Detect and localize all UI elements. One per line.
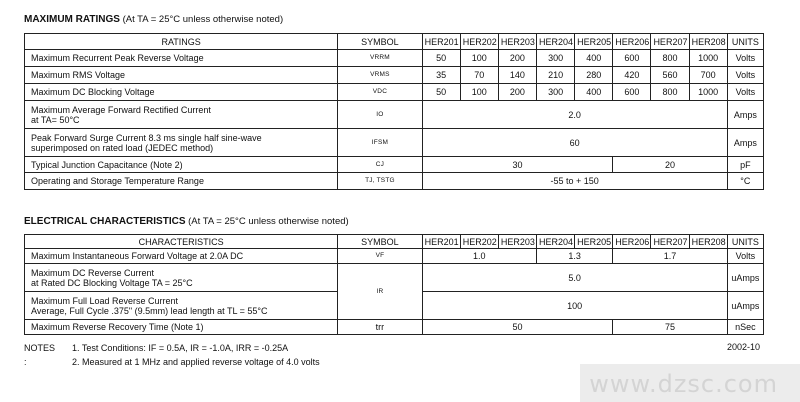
header-her202: HER202 [460,235,498,249]
unit-cell: °C [727,173,763,190]
row-label: Maximum RMS Voltage [25,67,338,84]
value-cell: 600 [613,50,651,67]
table-row [25,67,764,84]
row-label [25,264,338,292]
row-symbol: VDC [338,84,422,101]
table-row [25,50,764,67]
row-symbol: CJ [338,157,422,173]
header-her206: HER206 [613,235,651,249]
header-her202: HER202 [460,34,498,50]
row-symbol: IFSM [338,129,422,157]
watermark-text: www.dzsc.com [589,370,778,398]
unit-cell: Volts [727,84,763,101]
value-cell: 75 [613,320,727,335]
value-cell: 100 [460,84,498,101]
row-label-line1: Maximum Full Load Reverse Current [31,295,179,306]
row-label: Maximum DC Blocking Voltage [25,84,338,101]
value-cell: 1000 [689,84,727,101]
row-symbol: trr [338,320,422,335]
value-cell: 5.0 [422,264,727,292]
value-cell: 100 [460,50,498,67]
note-item: 2. Measured at 1 MHz and applied reverse voltage of 4.0 volts [72,357,320,367]
value-cell: 50 [422,50,460,67]
header-her207: HER207 [651,235,689,249]
table-row [25,249,764,264]
unit-cell: Volts [727,50,763,67]
value-cell: 800 [651,84,689,101]
header-her205: HER205 [575,34,613,50]
unit-cell: nSec [727,320,763,335]
row-symbol: VRMS [338,67,422,84]
row-symbol: TJ, TSTG [338,173,422,190]
unit-cell: Volts [727,67,763,84]
row-label: Typical Junction Capacitance (Note 2) [25,157,338,173]
row-label [25,292,338,320]
max-ratings-table [24,33,764,190]
value-cell: 280 [575,67,613,84]
header-characteristics: CHARACTERISTICS [25,235,338,249]
value-cell: 50 [422,320,613,335]
table-row [25,157,764,173]
unit-cell: Volts [727,249,763,264]
header-her201: HER201 [422,34,460,50]
value-cell: 400 [575,84,613,101]
electrical-title: ELECTRICAL CHARACTERISTICS [24,216,186,227]
header-her203: HER203 [498,235,536,249]
value-cell: 2.0 [422,101,727,129]
table-row [25,101,764,129]
row-label: Maximum Reverse Recovery Time (Note 1) [25,320,338,335]
electrical-heading [24,216,349,227]
row-label [25,129,338,157]
header-her205: HER205 [575,235,613,249]
row-label-line1: Peak Forward Surge Current 8.3 ms single half sine-wave [31,132,262,143]
header-her203: HER203 [498,34,536,50]
value-cell: 300 [537,84,575,101]
header-symbol: SYMBOL [338,235,422,249]
header-her201: HER201 [422,235,460,249]
unit-cell: pF [727,157,763,173]
unit-cell: Amps [727,129,763,157]
row-symbol: VRRM [338,50,422,67]
table-row [25,84,764,101]
row-label-line2: at TA= 50°C [31,114,80,125]
row-symbol: IR [338,264,422,320]
row-label-line1: Maximum Average Forward Rectified Current [31,104,211,115]
table-row [25,173,764,190]
header-her208: HER208 [689,235,727,249]
value-cell: 210 [537,67,575,84]
row-label: Operating and Storage Temperature Range [25,173,338,190]
row-label [25,101,338,129]
header-her207: HER207 [651,34,689,50]
value-cell: 300 [537,50,575,67]
value-cell: 50 [422,84,460,101]
electrical-table [24,234,764,335]
value-cell: 600 [613,84,651,101]
header-units: UNITS [727,235,763,249]
watermark-band [580,364,800,402]
value-cell: 700 [689,67,727,84]
unit-cell: uAmps [727,292,763,320]
revision-date: 2002-10 [727,342,761,352]
table-header-row [25,235,764,249]
value-cell: 100 [422,292,727,320]
value-cell: 200 [498,50,536,67]
row-label-line2: superimposed on rated load (JEDEC method) [31,142,214,153]
value-cell: 1.7 [613,249,727,264]
max-ratings-title: MAXIMUM RATINGS [24,14,120,25]
row-label-line1: Maximum DC Reverse Current [31,267,155,278]
value-cell: 20 [613,157,727,173]
value-cell: 800 [651,50,689,67]
table-header-row [25,34,764,50]
value-cell: 30 [422,157,613,173]
value-cell: 400 [575,50,613,67]
value-cell: 420 [613,67,651,84]
row-label: Maximum Instantaneous Forward Voltage at 2.0A DC [25,249,338,264]
header-her204: HER204 [537,34,575,50]
header-symbol: SYMBOL [338,34,422,50]
row-symbol: IO [338,101,422,129]
unit-cell: Amps [727,101,763,129]
max-ratings-condition: (At TA = 25°C unless otherwise noted) [122,14,284,25]
unit-cell: uAmps [727,264,763,292]
max-ratings-heading [24,14,283,25]
row-label-line2: Average, Full Cycle .375" (9.5mm) lead length at TL = 55°C [31,305,268,316]
value-cell: 1000 [689,50,727,67]
row-label-line2: at Rated DC Blocking Voltage TA = 25°C [31,277,193,288]
notes-label: NOTES : [24,343,56,367]
value-cell: 1.0 [422,249,536,264]
header-units: UNITS [727,34,763,50]
value-cell: 560 [651,67,689,84]
table-row [25,264,764,292]
value-cell: 140 [498,67,536,84]
header-her206: HER206 [613,34,651,50]
header-ratings: RATINGS [25,34,338,50]
row-symbol: VF [338,249,422,264]
value-cell: -55 to + 150 [422,173,727,190]
value-cell: 70 [460,67,498,84]
table-row [25,129,764,157]
row-label: Maximum Recurrent Peak Reverse Voltage [25,50,338,67]
value-cell: 35 [422,67,460,84]
value-cell: 200 [498,84,536,101]
electrical-condition: (At TA = 25°C unless otherwise noted) [188,216,349,227]
value-cell: 1.3 [537,249,613,264]
header-her208: HER208 [689,34,727,50]
value-cell: 60 [422,129,727,157]
note-item: 1. Test Conditions: IF = 0.5A, IR = -1.0A, IRR = -0.25A [72,343,289,353]
header-her204: HER204 [537,235,575,249]
table-row [25,320,764,335]
